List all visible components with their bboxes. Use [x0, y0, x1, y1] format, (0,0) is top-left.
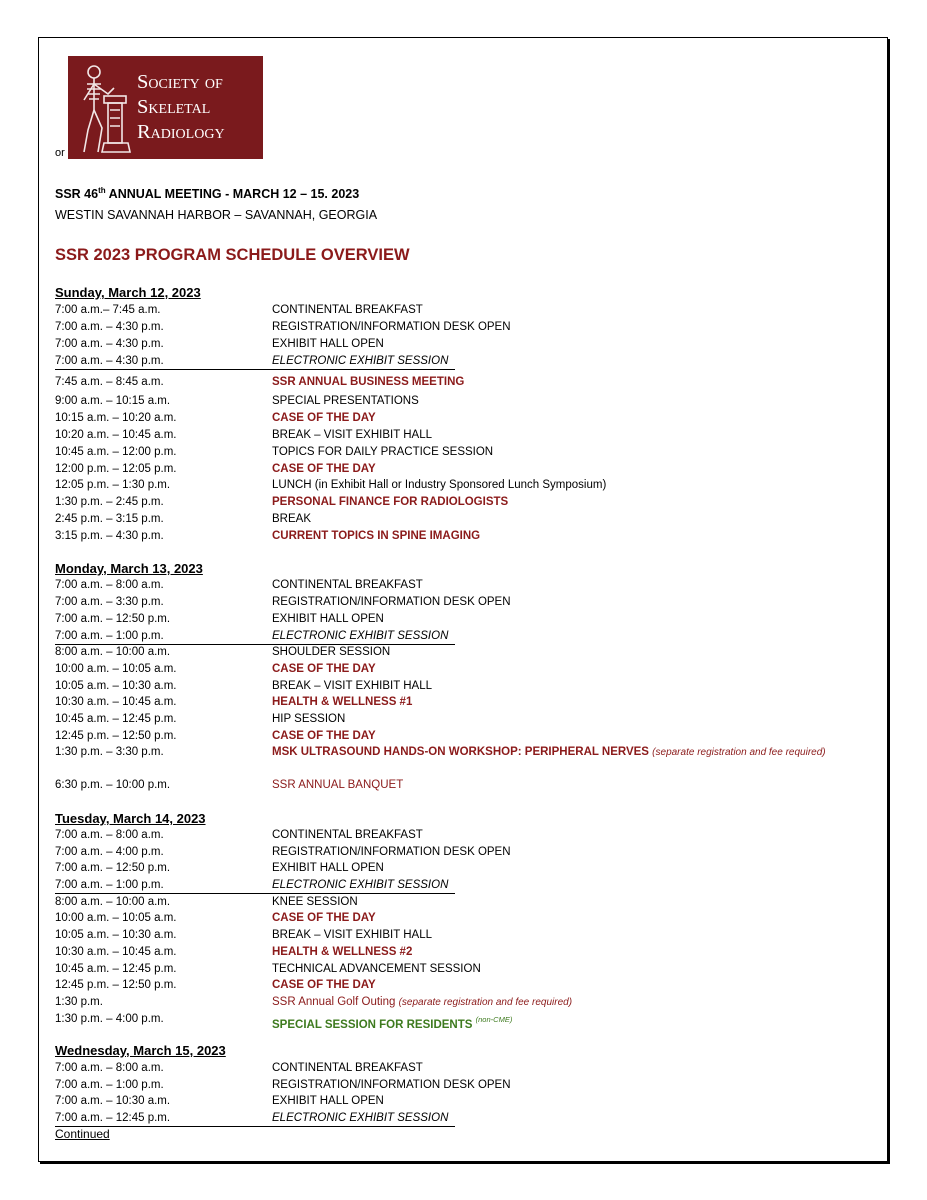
- session-time: 7:00 a.m. – 12:50 p.m.: [55, 613, 171, 625]
- session-time: 12:45 p.m. – 12:50 p.m.: [55, 979, 177, 991]
- session-activity: [272, 928, 862, 943]
- session-activity: [272, 354, 862, 369]
- session-time: 10:15 a.m. – 10:20 a.m.: [55, 412, 177, 424]
- session-time: 7:00 a.m. – 1:00 p.m.: [55, 1079, 164, 1091]
- day-heading-monday: Monday, March 13, 2023: [55, 561, 203, 576]
- session-note: (separate registration and fee required): [652, 747, 826, 758]
- session-title: SPECIAL PRESENTATIONS: [272, 395, 419, 407]
- section-divider: [55, 893, 455, 894]
- session-activity: [272, 529, 862, 544]
- meeting-venue: WESTIN SAVANNAH HARBOR – SAVANNAH, GEORGIA: [55, 208, 378, 222]
- session-title: EXHIBIT HALL OPEN: [272, 1095, 384, 1107]
- session-title: REGISTRATION/INFORMATION DESK OPEN: [272, 596, 511, 608]
- session-activity: [272, 595, 862, 610]
- session-title: EXHIBIT HALL OPEN: [272, 338, 384, 350]
- session-time: 1:30 p.m.: [55, 996, 103, 1008]
- session-activity: [272, 394, 862, 409]
- session-time: 8:00 a.m. – 10:00 a.m.: [55, 896, 171, 908]
- session-activity: [272, 320, 862, 335]
- session-activity: [272, 337, 862, 352]
- session-activity: [272, 512, 862, 527]
- session-activity: [272, 428, 862, 443]
- session-title: ELECTRONIC EXHIBIT SESSION: [272, 630, 449, 642]
- session-title: CASE OF THE DAY: [272, 463, 376, 475]
- session-title: SPECIAL SESSION FOR RESIDENTS: [272, 1019, 473, 1031]
- session-time: 7:00 a.m. – 1:00 p.m.: [55, 630, 164, 642]
- session-title: REGISTRATION/INFORMATION DESK OPEN: [272, 1079, 511, 1091]
- session-activity: [272, 411, 862, 426]
- session-activity: [272, 962, 862, 977]
- session-title: EXHIBIT HALL OPEN: [272, 613, 384, 625]
- session-time: 10:45 a.m. – 12:00 p.m.: [55, 446, 177, 458]
- session-activity: [272, 861, 862, 876]
- logo-line-3: Radiology: [137, 121, 225, 143]
- session-time: 10:30 a.m. – 10:45 a.m.: [55, 946, 177, 958]
- session-activity: [272, 303, 862, 318]
- session-title: HIP SESSION: [272, 713, 346, 725]
- session-title: REGISTRATION/INFORMATION DESK OPEN: [272, 321, 511, 333]
- session-activity: [272, 845, 862, 860]
- session-title: CASE OF THE DAY: [272, 663, 376, 675]
- session-time: 1:30 p.m. – 2:45 p.m.: [55, 496, 164, 508]
- session-activity: [272, 729, 862, 744]
- session-title: CONTINENTAL BREAKFAST: [272, 304, 423, 316]
- session-activity: [272, 911, 862, 926]
- session-title: TOPICS FOR DAILY PRACTICE SESSION: [272, 446, 494, 458]
- session-activity: [272, 662, 862, 677]
- session-time: 10:00 a.m. – 10:05 a.m.: [55, 912, 177, 924]
- session-activity: [272, 375, 862, 390]
- session-activity: [272, 495, 862, 510]
- session-activity: [272, 1078, 862, 1093]
- session-activity: [272, 445, 862, 460]
- session-time: 7:45 a.m. – 8:45 a.m.: [55, 376, 164, 388]
- session-time: 12:00 p.m. – 12:05 p.m.: [55, 463, 177, 475]
- session-time: 7:00 a.m. – 3:30 p.m.: [55, 596, 164, 608]
- session-superscript: (non-CME): [475, 1015, 513, 1024]
- session-title: MSK ULTRASOUND HANDS-ON WORKSHOP: PERIPHERAL NERVES: [272, 746, 649, 758]
- session-activity: [272, 1012, 862, 1033]
- session-title: ELECTRONIC EXHIBIT SESSION: [272, 879, 449, 891]
- page-title: SSR 2023 PROGRAM SCHEDULE OVERVIEW: [55, 246, 410, 264]
- ssr-logo: [68, 56, 263, 159]
- continued-link[interactable]: Continued: [55, 1127, 110, 1141]
- session-time: 10:45 a.m. – 12:45 p.m.: [55, 963, 177, 975]
- session-title: CASE OF THE DAY: [272, 979, 376, 991]
- session-title: BREAK – VISIT EXHIBIT HALL: [272, 429, 433, 441]
- session-time: 7:00 a.m. – 12:45 p.m.: [55, 1112, 171, 1124]
- session-title: CONTINENTAL BREAKFAST: [272, 579, 423, 591]
- session-time: 10:20 a.m. – 10:45 a.m.: [55, 429, 177, 441]
- session-time: 7:00 a.m. – 4:30 p.m.: [55, 321, 164, 333]
- session-time: 7:00 a.m. – 8:00 a.m.: [55, 829, 164, 841]
- session-title: BREAK – VISIT EXHIBIT HALL: [272, 680, 433, 692]
- session-activity: [272, 1061, 862, 1076]
- session-title: LUNCH (in Exhibit Hall or Industry Sponsored Lunch Symposium): [272, 479, 607, 491]
- session-title: REGISTRATION/INFORMATION DESK OPEN: [272, 846, 511, 858]
- session-activity: [272, 945, 862, 960]
- session-time: 2:45 p.m. – 3:15 p.m.: [55, 513, 164, 525]
- session-activity: [272, 645, 862, 660]
- session-time: 9:00 a.m. – 10:15 a.m.: [55, 395, 171, 407]
- skeleton-icon: [74, 60, 136, 156]
- session-time: 7:00 a.m. – 10:30 a.m.: [55, 1095, 171, 1107]
- session-time: 1:30 p.m. – 4:00 p.m.: [55, 1013, 164, 1025]
- session-activity: [272, 995, 862, 1010]
- session-title: SSR ANNUAL BANQUET: [272, 779, 404, 791]
- session-activity: [272, 478, 862, 493]
- session-activity: [272, 612, 862, 627]
- day-heading-sunday: Sunday, March 12, 2023: [55, 285, 201, 300]
- session-activity: [272, 679, 862, 694]
- session-title: ELECTRONIC EXHIBIT SESSION: [272, 1112, 449, 1124]
- session-activity: [272, 1111, 862, 1126]
- session-title: HEALTH & WELLNESS #2: [272, 946, 413, 958]
- session-time: 7:00 a.m. – 4:30 p.m.: [55, 355, 164, 367]
- session-title: CONTINENTAL BREAKFAST: [272, 1062, 423, 1074]
- session-time: 10:05 a.m. – 10:30 a.m.: [55, 929, 177, 941]
- session-activity: [272, 629, 862, 644]
- session-activity: [272, 778, 862, 793]
- session-time: 7:00 a.m. – 8:00 a.m.: [55, 1062, 164, 1074]
- session-time: 7:00 a.m. – 1:00 p.m.: [55, 879, 164, 891]
- session-title: PERSONAL FINANCE FOR RADIOLOGISTS: [272, 496, 509, 508]
- session-time: 10:05 a.m. – 10:30 a.m.: [55, 680, 177, 692]
- logo-caption-fragment: or: [55, 147, 65, 159]
- session-activity: [272, 895, 862, 910]
- session-title: CURRENT TOPICS IN SPINE IMAGING: [272, 530, 481, 542]
- session-time: 10:30 a.m. – 10:45 a.m.: [55, 696, 177, 708]
- session-time: 12:45 p.m. – 12:50 p.m.: [55, 730, 177, 742]
- session-title: EXHIBIT HALL OPEN: [272, 862, 384, 874]
- session-title: TECHNICAL ADVANCEMENT SESSION: [272, 963, 481, 975]
- session-activity: [272, 878, 862, 893]
- session-activity: [272, 578, 862, 593]
- session-time: 10:45 a.m. – 12:45 p.m.: [55, 713, 177, 725]
- session-title: CASE OF THE DAY: [272, 412, 376, 424]
- session-activity: [272, 695, 862, 710]
- session-title: BREAK: [272, 513, 311, 525]
- session-time: 10:00 a.m. – 10:05 a.m.: [55, 663, 177, 675]
- session-activity: [272, 978, 862, 993]
- logo-line-1: Society of: [137, 71, 223, 93]
- session-title: SSR ANNUAL BUSINESS MEETING: [272, 376, 465, 388]
- session-activity: [272, 712, 862, 727]
- session-title: SSR Annual Golf Outing: [272, 996, 396, 1008]
- day-heading-wednesday: Wednesday, March 15, 2023: [55, 1043, 226, 1058]
- session-title: ELECTRONIC EXHIBIT SESSION: [272, 355, 449, 367]
- section-divider: [55, 369, 455, 370]
- section-divider: [55, 1126, 455, 1127]
- session-activity: [272, 828, 862, 843]
- session-time: 6:30 p.m. – 10:00 p.m.: [55, 779, 171, 791]
- session-title: BREAK – VISIT EXHIBIT HALL: [272, 929, 433, 941]
- session-time: 8:00 a.m. – 10:00 a.m.: [55, 646, 171, 658]
- session-title: HEALTH & WELLNESS #1: [272, 696, 413, 708]
- session-title: CONTINENTAL BREAKFAST: [272, 829, 423, 841]
- session-activity: [272, 462, 862, 477]
- session-time: 3:15 p.m. – 4:30 p.m.: [55, 530, 164, 542]
- meeting-title: SSR 46th ANNUAL MEETING - MARCH 12 – 15. 2023: [55, 186, 360, 202]
- session-time: 7:00 a.m. – 12:50 p.m.: [55, 862, 171, 874]
- session-time: 7:00 a.m.– 7:45 a.m.: [55, 304, 161, 316]
- session-time: 7:00 a.m. – 4:30 p.m.: [55, 338, 164, 350]
- session-time: 12:05 p.m. – 1:30 p.m.: [55, 479, 171, 491]
- session-time: 7:00 a.m. – 8:00 a.m.: [55, 579, 164, 591]
- day-heading-tuesday: Tuesday, March 14, 2023: [55, 811, 206, 826]
- session-note: (separate registration and fee required): [398, 997, 573, 1008]
- session-time: 1:30 p.m. – 3:30 p.m.: [55, 746, 164, 758]
- session-title: SHOULDER SESSION: [272, 646, 391, 658]
- session-activity: [272, 745, 862, 760]
- session-title: KNEE SESSION: [272, 896, 358, 908]
- session-activity: [272, 1094, 862, 1109]
- session-title: CASE OF THE DAY: [272, 912, 376, 924]
- session-title: CASE OF THE DAY: [272, 730, 376, 742]
- logo-line-2: Skeletal: [137, 96, 211, 118]
- session-time: 7:00 a.m. – 4:00 p.m.: [55, 846, 164, 858]
